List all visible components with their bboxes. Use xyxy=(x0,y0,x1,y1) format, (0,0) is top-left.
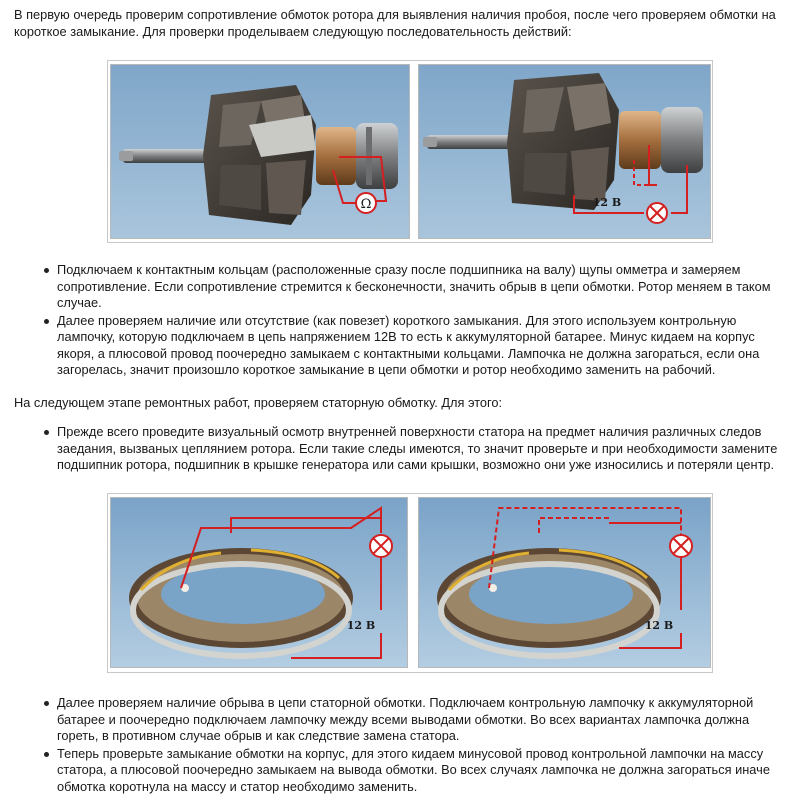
rotor-ohmmeter-photo xyxy=(110,64,410,239)
list-item: Далее проверяем наличие обрыва в цепи статорной обмотки. Подключаем контрольную лампочку к аккумуляторной батарее и поочередно подключаем лампочку между всеми выводами обмотки. Во всех вариантах лампочка должна гореть, в противном случае обрыв и как следствие замена статора. xyxy=(40,695,785,745)
svg-text:Ω: Ω xyxy=(360,197,372,212)
list-item: Теперь проверьте замыкание обмотки на корпус, для этого кидаем минусовой провод контрольной лампочки на массу статора, а плюсовой поочередно замыкаем на вывода обмотки. Во всех случаях лампочка не должна загораться иначе обмотка коротнула на массу и статор необходимо заменить. xyxy=(40,746,785,796)
list-item: Подключаем к контактным кольцам (расположенные сразу после подшипника на валу) щупы омметра и замеряем сопротивление. Если сопротивление стремится к бесконечности, значить обрыв в цепи обмотки. Ротор меняем в таком случае. xyxy=(40,262,785,312)
intro-paragraph: В первую очередь проверим сопротивление обмоток ротора для выявления наличия пробоя, после чего проверяем обмотки на короткое замыкание. Для проверки проделываем следующую последовательность действий: xyxy=(14,7,776,39)
stator-ground-short-illustration xyxy=(419,498,710,667)
rotor-ohmmeter-illustration xyxy=(111,65,409,238)
svg-text:12 В: 12 В xyxy=(644,619,674,632)
stator-figure xyxy=(107,493,713,673)
rotor-steps-list xyxy=(40,262,785,380)
rotor-lamp-illustration xyxy=(419,65,710,238)
stator-intro-paragraph: На следующем этапе ремонтных работ, проверяем статорную обмотку. Для этого: xyxy=(14,395,503,410)
svg-text:12 В: 12 В xyxy=(346,619,376,632)
list-item: Далее проверяем наличие или отсутствие (как повезет) короткого замыкания. Для этого используем контрольную лампочку, которую подключаем в цепь напряжением 12В то есть к аккумуляторной батарее. Минус кидаем на корпус якоря, а плюсовой провод поочередно замыкаем с контактными кольцами. Лампочка не должна загораться, если она загорелась, значит произошло короткое замыкание в цепи обмотки и ротор необходимо заменить на рабочий. xyxy=(40,313,785,379)
stator-open-circuit-illustration xyxy=(111,498,407,667)
svg-text:12 В: 12 В xyxy=(592,196,622,209)
stator-open-circuit-photo xyxy=(110,497,408,668)
rotor-lamp-photo xyxy=(418,64,711,239)
stator-ground-short-photo xyxy=(418,497,711,668)
stator-steps-list xyxy=(40,695,785,796)
stator-inspection-list xyxy=(40,424,785,475)
rotor-figure xyxy=(107,60,713,243)
list-item: Прежде всего проведите визуальный осмотр внутренней поверхности статора на предмет наличия различных следов заедания, вызваных цеплянием ротора. Если такие следы имеются, то значит проверьте и при необходимости замените подшипник ротора, подшипник в крышке генератора или сами крышки, возможно они уже износились и потеряли центр. xyxy=(40,424,785,474)
